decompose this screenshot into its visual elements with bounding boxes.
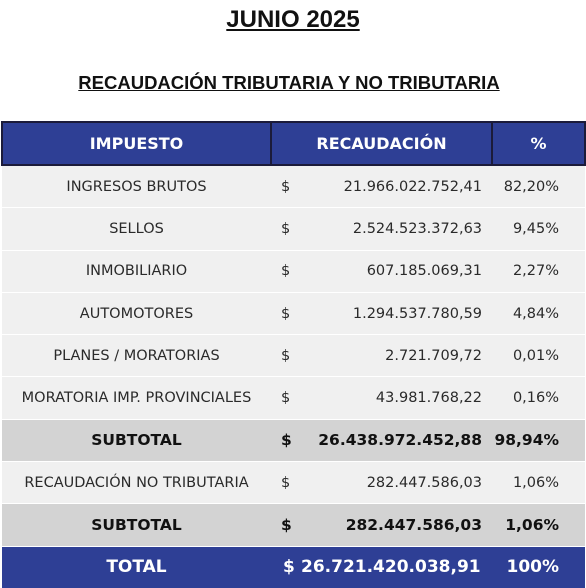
tax-percent: 2,27% <box>492 250 585 292</box>
tax-name: RECAUDACIÓN NO TRIBUTARIA <box>2 462 271 504</box>
subtotal-amount: 282.447.586,03 <box>301 504 492 546</box>
subtotal-row-tributaria <box>2 419 585 461</box>
tax-percent: 0,16% <box>492 377 585 419</box>
table-row <box>2 250 585 292</box>
revenue-table <box>1 121 586 588</box>
subtotal-label: SUBTOTAL <box>2 419 271 461</box>
table-header-row <box>2 122 585 165</box>
currency-symbol: $ <box>271 335 301 377</box>
currency-symbol: $ <box>271 250 301 292</box>
tax-amount: 1.294.537.780,59 <box>301 292 492 334</box>
currency-symbol: $ <box>271 462 301 504</box>
total-row <box>2 546 585 588</box>
tax-amount: 2.524.523.372,63 <box>301 208 492 250</box>
table-row <box>2 292 585 334</box>
header-recaudacion: RECAUDACIÓN <box>271 122 492 165</box>
tax-percent: 0,01% <box>492 335 585 377</box>
tax-name: AUTOMOTORES <box>2 292 271 334</box>
tax-name: MORATORIA IMP. PROVINCIALES <box>2 377 271 419</box>
tax-amount: 2.721.709,72 <box>301 335 492 377</box>
currency-symbol: $ <box>271 504 301 546</box>
tax-amount: 21.966.022.752,41 <box>301 165 492 208</box>
subtotal-row-no-tributaria <box>2 504 585 546</box>
tax-percent: 9,45% <box>492 208 585 250</box>
subtotal-label: SUBTOTAL <box>2 504 271 546</box>
table-row <box>2 335 585 377</box>
page-title: JUNIO 2025 <box>226 6 360 33</box>
currency-symbol: $ <box>271 292 301 334</box>
tax-percent: 82,20% <box>492 165 585 208</box>
table-row-no-tributaria <box>2 462 585 504</box>
currency-symbol: $ <box>271 377 301 419</box>
total-amount: 26.721.420.038,91 <box>301 546 492 588</box>
header-impuesto: IMPUESTO <box>2 122 271 165</box>
table-row <box>2 377 585 419</box>
currency-symbol: $ <box>271 208 301 250</box>
tax-percent: 4,84% <box>492 292 585 334</box>
tax-amount: 43.981.768,22 <box>301 377 492 419</box>
currency-symbol: $ <box>271 419 301 461</box>
total-label: TOTAL <box>2 546 271 588</box>
tax-percent: 1,06% <box>492 462 585 504</box>
subtotal-amount: 26.438.972.452,88 <box>301 419 492 461</box>
tax-name: INMOBILIARIO <box>2 250 271 292</box>
page-subtitle: RECAUDACIÓN TRIBUTARIA Y NO TRIBUTARIA <box>78 72 500 93</box>
total-percent: 100% <box>492 546 585 588</box>
table-row <box>2 165 585 208</box>
tax-name: PLANES / MORATORIAS <box>2 335 271 377</box>
tax-amount: 282.447.586,03 <box>301 462 492 504</box>
currency-symbol: $ <box>271 546 301 588</box>
tax-name: SELLOS <box>2 208 271 250</box>
tax-name: INGRESOS BRUTOS <box>2 165 271 208</box>
currency-symbol: $ <box>271 165 301 208</box>
header-percent: % <box>492 122 585 165</box>
table-row <box>2 208 585 250</box>
subtotal-percent: 98,94% <box>492 419 585 461</box>
tax-amount: 607.185.069,31 <box>301 250 492 292</box>
subtotal-percent: 1,06% <box>492 504 585 546</box>
